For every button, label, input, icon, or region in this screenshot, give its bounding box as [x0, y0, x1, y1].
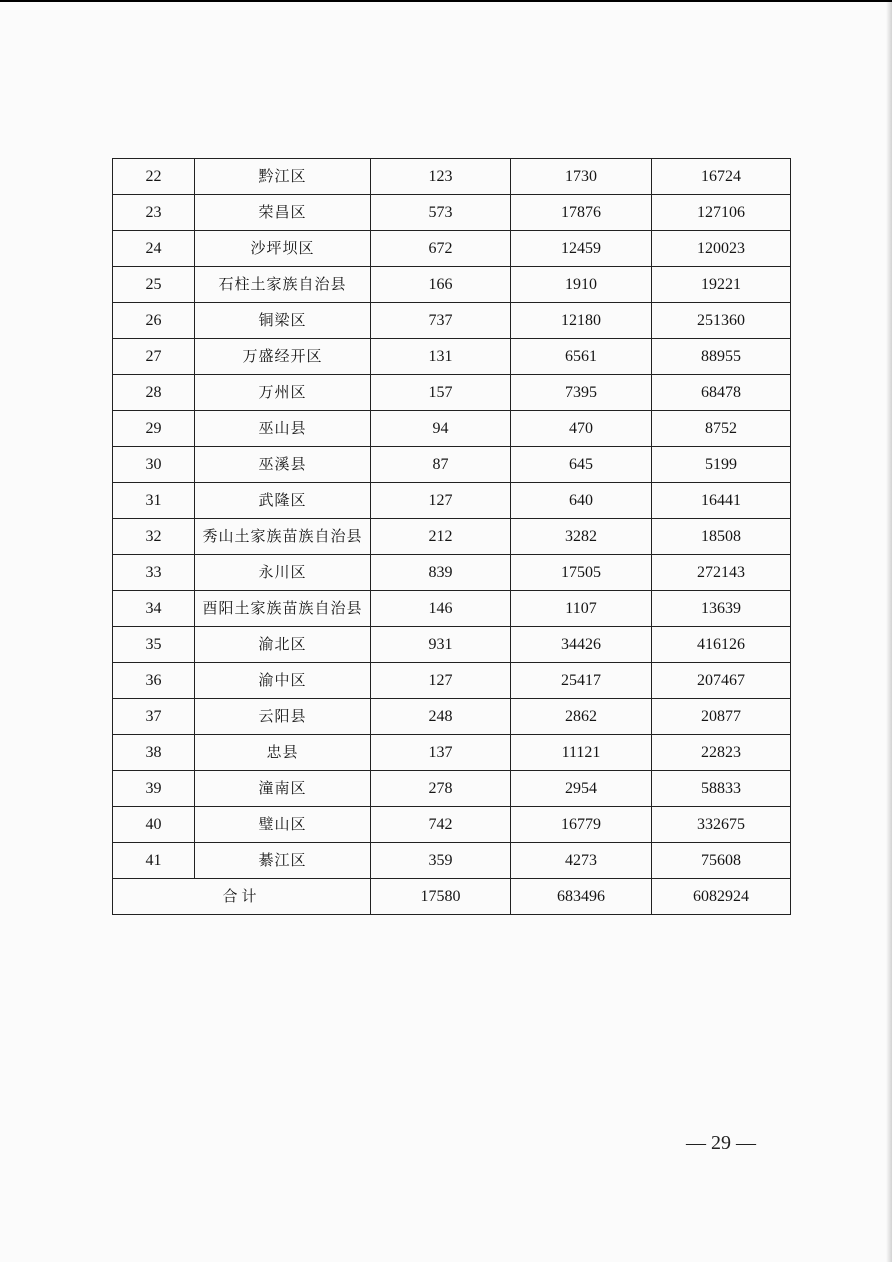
row-col-a: 737: [371, 303, 511, 339]
row-col-c: 75608: [652, 843, 791, 879]
district-name: 武隆区: [195, 483, 371, 519]
table-row: [113, 771, 791, 807]
row-col-b: 1910: [511, 267, 652, 303]
row-col-c: 22823: [652, 735, 791, 771]
row-col-c: 120023: [652, 231, 791, 267]
row-index: 40: [113, 807, 195, 843]
row-index: 35: [113, 627, 195, 663]
row-col-c: 18508: [652, 519, 791, 555]
row-col-a: 166: [371, 267, 511, 303]
district-name: 渝北区: [195, 627, 371, 663]
page-number: — 29 —: [686, 1132, 756, 1154]
row-index: 37: [113, 699, 195, 735]
district-statistics-table: [112, 158, 791, 915]
row-col-c: 13639: [652, 591, 791, 627]
row-col-c: 58833: [652, 771, 791, 807]
row-col-b: 12180: [511, 303, 652, 339]
row-col-a: 278: [371, 771, 511, 807]
row-col-a: 127: [371, 663, 511, 699]
district-name: 万州区: [195, 375, 371, 411]
row-col-c: 416126: [652, 627, 791, 663]
row-col-a: 131: [371, 339, 511, 375]
row-col-c: 272143: [652, 555, 791, 591]
table-row: [113, 735, 791, 771]
table-row: [113, 519, 791, 555]
row-col-b: 1730: [511, 159, 652, 195]
row-index: 31: [113, 483, 195, 519]
district-name: 渝中区: [195, 663, 371, 699]
row-col-b: 12459: [511, 231, 652, 267]
row-col-b: 3282: [511, 519, 652, 555]
district-name: 巫溪县: [195, 447, 371, 483]
total-row: [113, 879, 791, 915]
district-name: 万盛经开区: [195, 339, 371, 375]
row-col-a: 212: [371, 519, 511, 555]
row-col-a: 123: [371, 159, 511, 195]
table-row: [113, 231, 791, 267]
district-name: 石柱土家族自治县: [195, 267, 371, 303]
row-index: 22: [113, 159, 195, 195]
district-name: 巫山县: [195, 411, 371, 447]
row-col-b: 11121: [511, 735, 652, 771]
row-col-c: 332675: [652, 807, 791, 843]
row-col-a: 137: [371, 735, 511, 771]
table-row: [113, 663, 791, 699]
row-col-b: 7395: [511, 375, 652, 411]
row-col-b: 17876: [511, 195, 652, 231]
row-col-c: 8752: [652, 411, 791, 447]
table-row: [113, 267, 791, 303]
total-label: 合计: [113, 879, 371, 915]
top-border-line: [0, 0, 892, 2]
row-col-a: 839: [371, 555, 511, 591]
row-index: 30: [113, 447, 195, 483]
row-col-a: 94: [371, 411, 511, 447]
row-index: 26: [113, 303, 195, 339]
row-col-a: 359: [371, 843, 511, 879]
row-index: 36: [113, 663, 195, 699]
table-row: [113, 699, 791, 735]
page-edge-shadow: [886, 0, 892, 1262]
total-col-c: 6082924: [652, 879, 791, 915]
district-name: 潼南区: [195, 771, 371, 807]
row-col-a: 157: [371, 375, 511, 411]
row-col-a: 146: [371, 591, 511, 627]
row-col-c: 5199: [652, 447, 791, 483]
table-row: [113, 339, 791, 375]
row-index: 32: [113, 519, 195, 555]
table-row: [113, 447, 791, 483]
row-col-c: 20877: [652, 699, 791, 735]
row-col-a: 931: [371, 627, 511, 663]
table-row: [113, 807, 791, 843]
row-index: 28: [113, 375, 195, 411]
district-name: 云阳县: [195, 699, 371, 735]
row-col-c: 88955: [652, 339, 791, 375]
table-row: [113, 375, 791, 411]
row-col-b: 17505: [511, 555, 652, 591]
row-col-c: 19221: [652, 267, 791, 303]
row-col-a: 87: [371, 447, 511, 483]
row-col-b: 2954: [511, 771, 652, 807]
row-col-c: 127106: [652, 195, 791, 231]
table-row: [113, 591, 791, 627]
table-row: [113, 411, 791, 447]
row-col-a: 742: [371, 807, 511, 843]
table-body: [113, 159, 791, 879]
row-col-c: 68478: [652, 375, 791, 411]
district-name: 秀山土家族苗族自治县: [195, 519, 371, 555]
row-index: 25: [113, 267, 195, 303]
row-col-b: 34426: [511, 627, 652, 663]
row-col-a: 248: [371, 699, 511, 735]
table-row: [113, 195, 791, 231]
row-index: 33: [113, 555, 195, 591]
district-name: 永川区: [195, 555, 371, 591]
row-col-c: 251360: [652, 303, 791, 339]
row-col-b: 4273: [511, 843, 652, 879]
row-col-b: 640: [511, 483, 652, 519]
row-index: 34: [113, 591, 195, 627]
table-row: [113, 555, 791, 591]
table-row: [113, 159, 791, 195]
district-name: 忠县: [195, 735, 371, 771]
row-col-b: 6561: [511, 339, 652, 375]
row-col-b: 645: [511, 447, 652, 483]
district-name: 黔江区: [195, 159, 371, 195]
district-name: 沙坪坝区: [195, 231, 371, 267]
row-index: 39: [113, 771, 195, 807]
table-row: [113, 627, 791, 663]
district-name: 荣昌区: [195, 195, 371, 231]
row-col-b: 16779: [511, 807, 652, 843]
district-name: 綦江区: [195, 843, 371, 879]
row-col-a: 127: [371, 483, 511, 519]
row-col-b: 470: [511, 411, 652, 447]
row-col-b: 25417: [511, 663, 652, 699]
district-name: 酉阳土家族苗族自治县: [195, 591, 371, 627]
row-index: 29: [113, 411, 195, 447]
row-col-c: 16724: [652, 159, 791, 195]
row-col-c: 207467: [652, 663, 791, 699]
table-row: [113, 303, 791, 339]
row-index: 27: [113, 339, 195, 375]
district-name: 璧山区: [195, 807, 371, 843]
total-col-a: 17580: [371, 879, 511, 915]
district-name: 铜梁区: [195, 303, 371, 339]
row-col-b: 2862: [511, 699, 652, 735]
row-col-b: 1107: [511, 591, 652, 627]
row-index: 38: [113, 735, 195, 771]
row-col-a: 672: [371, 231, 511, 267]
row-index: 23: [113, 195, 195, 231]
row-col-c: 16441: [652, 483, 791, 519]
row-index: 24: [113, 231, 195, 267]
table-row: [113, 843, 791, 879]
total-col-b: 683496: [511, 879, 652, 915]
row-index: 41: [113, 843, 195, 879]
row-col-a: 573: [371, 195, 511, 231]
table-row: [113, 483, 791, 519]
